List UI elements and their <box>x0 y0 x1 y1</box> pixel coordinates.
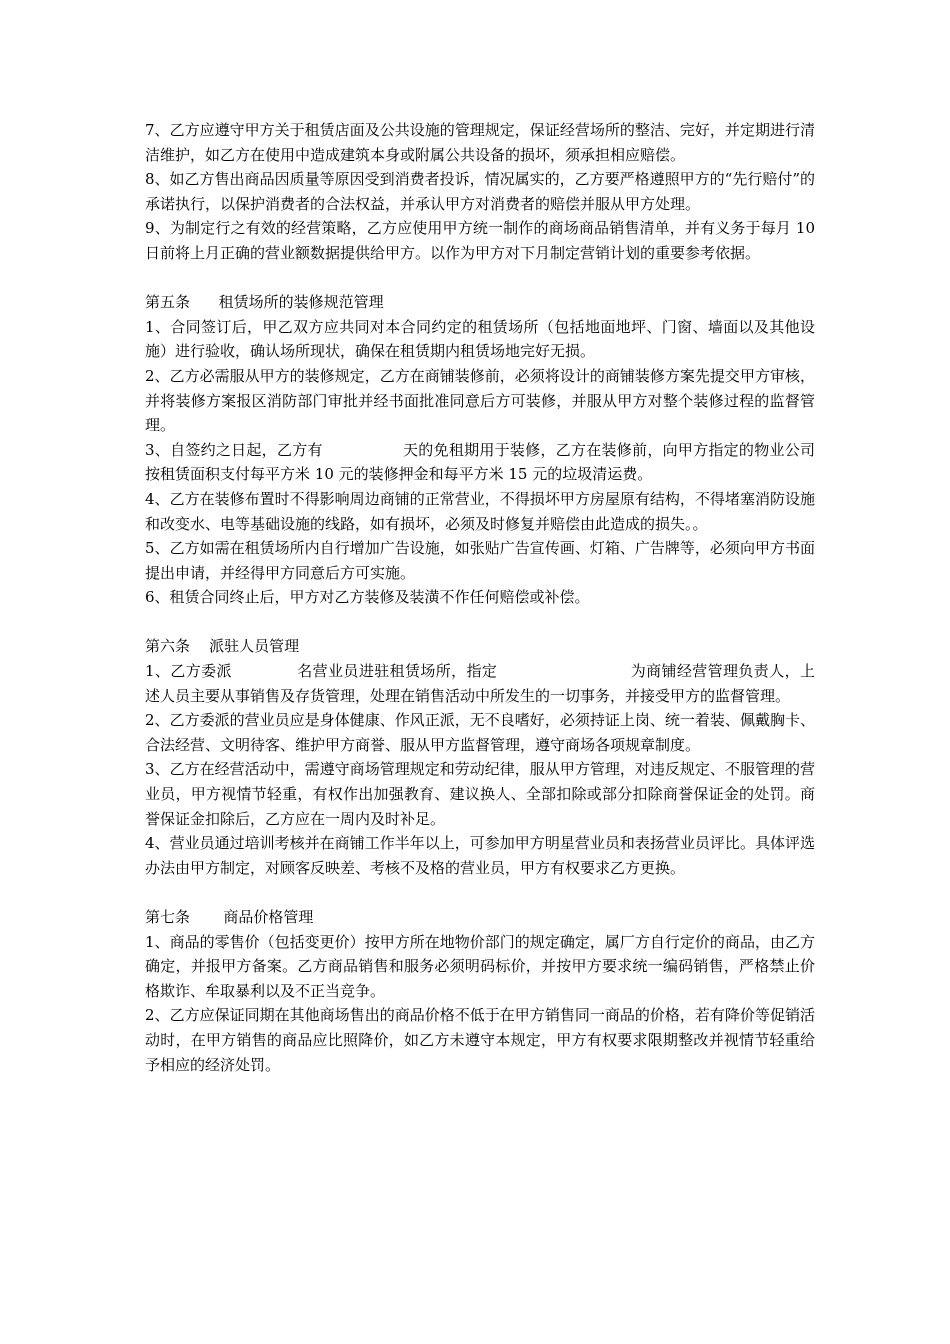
section-heading: 第六条 派驻人员管理 <box>145 637 300 656</box>
clause-item: 1、合同签订后，甲乙双方应共同对本合同约定的租赁场所（包括地面地坪、门窗、墙面以及其他设施）进行验收，确认场所现状，确保在租赁期内租赁场地完好无损。 <box>145 317 815 361</box>
clause-item: 2、乙方应保证同期在其他商场售出的商品价格不低于在甲方销售同一商品的价格，若有降价等促销活动时，在甲方销售的商品应比照降价，如乙方未遵守本规定，甲方有权要求限期整改并视情节轻重给予相应的经济处罚。 <box>145 1006 815 1074</box>
clause-text: 1、乙方委派 <box>145 662 232 681</box>
clause-item <box>145 438 815 487</box>
section-spacer <box>145 610 815 635</box>
clause-text: 名营业员进驻租赁场所，指定 <box>296 662 498 681</box>
clause-item: 9、为制定行之有效的经营策略，乙方应使用甲方统一制作的商场商品销售清单，并有义务于每月 10 日前将上月正确的营业额数据提供给甲方。以作为甲方对下月制定营销计划的重要参考依据。 <box>145 219 815 262</box>
clause-item <box>145 659 815 708</box>
clause-item: 3、乙方在经营活动中，需遵守商场管理规定和劳动纪律，服从甲方管理，对违反规定、不服管理的营业员，甲方视情节轻重，有权作出加强教育、建议换人、全部扣除或部分扣除商誉保证金的处罚。商誉保证金扣除后，乙方应在一周内及时补足。 <box>145 760 815 828</box>
clause-item: 2、乙方必需服从甲方的装修规定，乙方在商铺装修前，必须将设计的商铺装修方案先提交甲方审核，并将装修方案报区消防部门审批并经书面批准同意后方可装修，并服从甲方对整个装修过程的监督管理。 <box>145 366 815 435</box>
clause-text: 天的免租期用于装修，乙方在装修前，向甲方指定的物业公司按租赁面积支付每平方米 10 元的装修押金和每平方米 15 元的垃圾清运费。 <box>145 440 815 484</box>
document-page <box>145 118 815 1077</box>
section-heading: 第七条 商品价格管理 <box>145 908 314 926</box>
clause-item: 5、乙方如需在租赁场所内自行增加广告设施，如张贴广告宣传画、灯箱、广告牌等，必须向甲方书面提出申请，并经得甲方同意后方可实施。 <box>145 539 815 582</box>
clause-item: 8、如乙方售出商品因质量等原因受到消费者投诉，情况属实的，乙方要严格遵照甲方的“先行赔付”的承诺执行，以保护消费者的合法权益，并承认甲方对消费者的赔偿并服从甲方处理。 <box>145 170 815 213</box>
clause-item: 1、商品的零售价（包括变更价）按甲方所在地物价部门的规定确定，属厂方自行定价的商品，由乙方确定，并报甲方备案。乙方商品销售和服务必须明码标价，并按甲方要求统一编码销售，严格禁止价格欺诈、牟取暴利以及不正当竞争。 <box>145 932 815 1000</box>
clause-text: 为商铺经营管理负责人，上述人员主要从事销售及存货管理，处理在销售活动中所发生的一切事务，并接受甲方的监督管理。 <box>145 662 815 705</box>
clause-text: 3、自签约之日起，乙方有 <box>145 440 323 459</box>
section-spacer <box>145 880 815 905</box>
section-heading: 第五条 租赁场所的装修规范管理 <box>145 293 384 312</box>
clause-item: 4、营业员通过培训考核并在商铺工作半年以上，可参加甲方明星营业员和表扬营业员评比。具体评选办法由甲方制定，对顾客反映差、考核不及格的营业员，甲方有权要求乙方更换。 <box>145 834 815 877</box>
clause-item: 7、乙方应遵守甲方关于租赁店面及公共设施的管理规定，保证经营场所的整洁、完好，并定期进行清洁维护，如乙方在使用中造成建筑本身或附属公共设备的损坏，须承担相应赔偿。 <box>145 121 815 164</box>
clause-item: 4、乙方在装修布置时不得影响周边商铺的正常营业，不得损坏甲方房屋原有结构，不得堵塞消防设施和改变水、电等基础设施的线路，如有损坏，必须及时修复并赔偿由此造成的损失。。 <box>145 489 815 533</box>
section-spacer <box>145 266 815 291</box>
clause-item: 2、乙方委派的营业员应是身体健康、作风正派，无不良嗜好，必须持证上岗、统一着装、佩戴胸卡、合法经营、文明待客、维护甲方商誉、服从甲方监督管理，遵守商场各项规章制度。 <box>145 711 815 754</box>
clause-item: 6、租赁合同终止后，甲方对乙方装修及装潢不作任何赔偿或补偿。 <box>145 588 590 607</box>
